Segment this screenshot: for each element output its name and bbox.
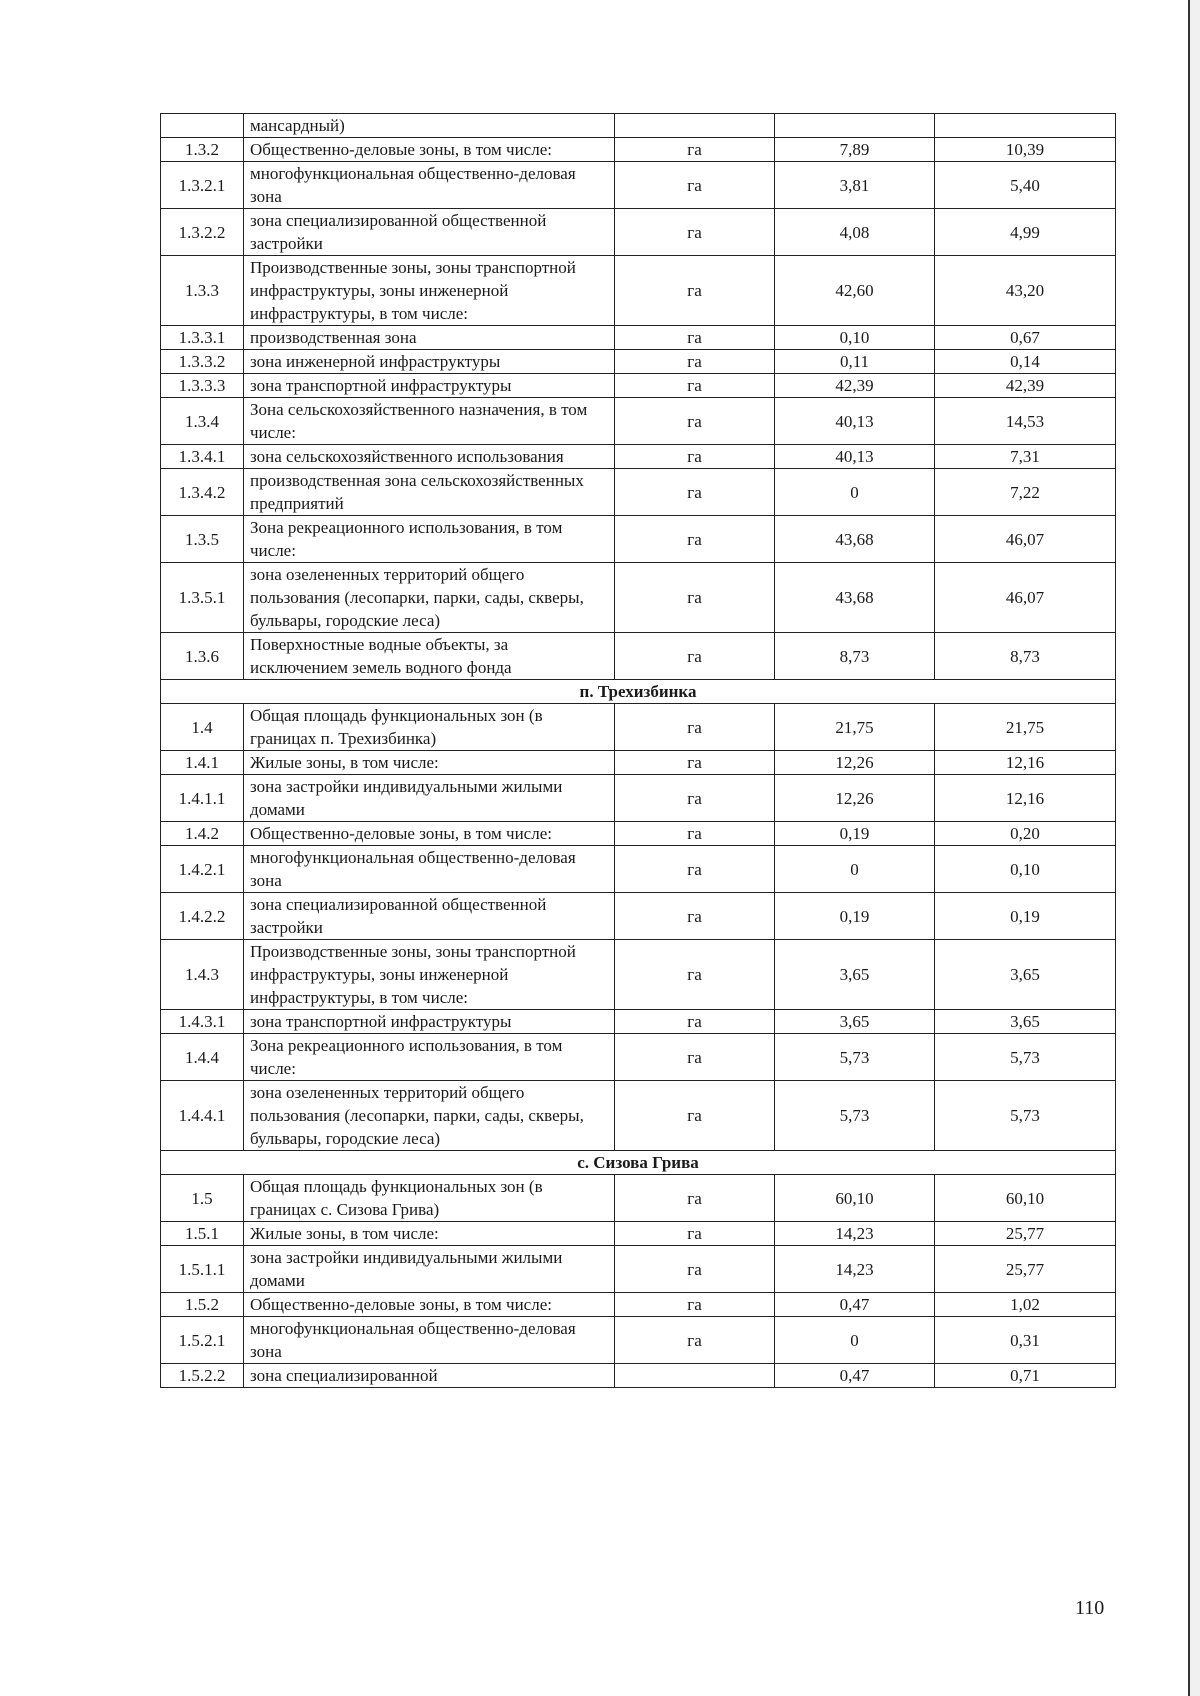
table-row [161, 398, 1116, 445]
unit-cell: га [615, 469, 775, 516]
unit-cell: га [615, 374, 775, 398]
value-cell-1: 0,19 [775, 893, 935, 940]
page-number: 110 [1075, 1597, 1105, 1619]
name-cell: Производственные зоны, зоны транспортной инфраструктуры, зоны инженерной инфраструктуры, в том числе: [244, 940, 615, 1010]
code-cell: 1.3.2.2 [161, 209, 244, 256]
code-cell: 1.3.2.1 [161, 162, 244, 209]
value-cell-1: 42,60 [775, 256, 935, 326]
table-row [161, 162, 1116, 209]
table-row [161, 374, 1116, 398]
code-cell: 1.3.5.1 [161, 563, 244, 633]
value-cell-2 [935, 114, 1116, 138]
code-cell: 1.3.4.2 [161, 469, 244, 516]
name-cell: зона озелененных территорий общего пользования (лесопарки, парки, сады, скверы, бульвары, городские леса) [244, 1081, 615, 1151]
code-cell: 1.3.3.3 [161, 374, 244, 398]
code-cell: 1.3.2 [161, 138, 244, 162]
value-cell-2: 0,67 [935, 326, 1116, 350]
unit-cell: га [615, 138, 775, 162]
table-row [161, 775, 1116, 822]
code-cell: 1.3.3.2 [161, 350, 244, 374]
value-cell-1: 12,26 [775, 775, 935, 822]
code-cell: 1.5.2.2 [161, 1364, 244, 1388]
table-row [161, 1317, 1116, 1364]
unit-cell: га [615, 350, 775, 374]
unit-cell: га [615, 162, 775, 209]
code-cell: 1.4.2.1 [161, 846, 244, 893]
unit-cell: га [615, 563, 775, 633]
table-row [161, 469, 1116, 516]
name-cell: зона специализированной общественной застройки [244, 209, 615, 256]
value-cell-2: 8,73 [935, 633, 1116, 680]
value-cell-1: 43,68 [775, 516, 935, 563]
value-cell-1: 0,47 [775, 1293, 935, 1317]
code-cell: 1.5.2.1 [161, 1317, 244, 1364]
table-row [161, 256, 1116, 326]
table-row [161, 751, 1116, 775]
value-cell-2: 0,71 [935, 1364, 1116, 1388]
table-row [161, 846, 1116, 893]
table-row [161, 114, 1116, 138]
code-cell: 1.3.4 [161, 398, 244, 445]
page-right-edge [1188, 0, 1200, 1696]
unit-cell: га [615, 751, 775, 775]
unit-cell: га [615, 516, 775, 563]
table-row [161, 893, 1116, 940]
table-row [161, 445, 1116, 469]
zones-table [160, 113, 1116, 1388]
value-cell-1: 7,89 [775, 138, 935, 162]
name-cell: многофункциональная общественно-деловая зона [244, 846, 615, 893]
value-cell-1: 14,23 [775, 1246, 935, 1293]
value-cell-2: 25,77 [935, 1246, 1116, 1293]
unit-cell: га [615, 940, 775, 1010]
code-cell: 1.3.6 [161, 633, 244, 680]
value-cell-1: 14,23 [775, 1222, 935, 1246]
value-cell-1: 0,47 [775, 1364, 935, 1388]
value-cell-2: 42,39 [935, 374, 1116, 398]
table-row [161, 1364, 1116, 1388]
value-cell-1: 5,73 [775, 1034, 935, 1081]
name-cell: Общая площадь функциональных зон (в границах п. Трехизбинка) [244, 704, 615, 751]
value-cell-1: 5,73 [775, 1081, 935, 1151]
name-cell: Жилые зоны, в том числе: [244, 751, 615, 775]
value-cell-1: 0 [775, 469, 935, 516]
code-cell: 1.5 [161, 1175, 244, 1222]
value-cell-1: 4,08 [775, 209, 935, 256]
value-cell-2: 0,31 [935, 1317, 1116, 1364]
value-cell-2: 5,73 [935, 1034, 1116, 1081]
table-row [161, 138, 1116, 162]
name-cell: зона специализированной [244, 1364, 615, 1388]
unit-cell: га [615, 209, 775, 256]
table-row [161, 633, 1116, 680]
value-cell-2: 3,65 [935, 940, 1116, 1010]
section-header-row [161, 1151, 1116, 1175]
value-cell-2: 12,16 [935, 775, 1116, 822]
name-cell: Общественно-деловые зоны, в том числе: [244, 138, 615, 162]
table-row [161, 1010, 1116, 1034]
value-cell-1 [775, 114, 935, 138]
unit-cell: га [615, 326, 775, 350]
value-cell-2: 7,22 [935, 469, 1116, 516]
name-cell: зона специализированной общественной застройки [244, 893, 615, 940]
name-cell: зона инженерной инфраструктуры [244, 350, 615, 374]
unit-cell: га [615, 445, 775, 469]
table-row [161, 940, 1116, 1010]
table-row [161, 1222, 1116, 1246]
value-cell-2: 5,40 [935, 162, 1116, 209]
code-cell: 1.3.5 [161, 516, 244, 563]
unit-cell: га [615, 1222, 775, 1246]
unit-cell: га [615, 1081, 775, 1151]
value-cell-1: 3,65 [775, 940, 935, 1010]
code-cell: 1.4.4 [161, 1034, 244, 1081]
zones-table-body [161, 114, 1116, 1388]
value-cell-2: 0,19 [935, 893, 1116, 940]
value-cell-1: 21,75 [775, 704, 935, 751]
value-cell-2: 4,99 [935, 209, 1116, 256]
value-cell-1: 60,10 [775, 1175, 935, 1222]
unit-cell: га [615, 846, 775, 893]
value-cell-2: 21,75 [935, 704, 1116, 751]
table-row [161, 704, 1116, 751]
code-cell [161, 114, 244, 138]
value-cell-2: 10,39 [935, 138, 1116, 162]
code-cell: 1.4.2.2 [161, 893, 244, 940]
name-cell: Общественно-деловые зоны, в том числе: [244, 822, 615, 846]
value-cell-1: 8,73 [775, 633, 935, 680]
value-cell-1: 40,13 [775, 445, 935, 469]
table-row [161, 326, 1116, 350]
table-row [161, 209, 1116, 256]
code-cell: 1.4 [161, 704, 244, 751]
section-header-row [161, 680, 1116, 704]
name-cell: производственная зона [244, 326, 615, 350]
name-cell: Общественно-деловые зоны, в том числе: [244, 1293, 615, 1317]
unit-cell: га [615, 822, 775, 846]
value-cell-2: 0,14 [935, 350, 1116, 374]
value-cell-2: 25,77 [935, 1222, 1116, 1246]
name-cell: Зона рекреационного использования, в том числе: [244, 1034, 615, 1081]
value-cell-1: 0,10 [775, 326, 935, 350]
value-cell-1: 0,19 [775, 822, 935, 846]
code-cell: 1.4.4.1 [161, 1081, 244, 1151]
unit-cell: га [615, 1034, 775, 1081]
value-cell-1: 0 [775, 846, 935, 893]
code-cell: 1.4.3.1 [161, 1010, 244, 1034]
section-title: с. Сизова Грива [161, 1151, 1116, 1175]
name-cell: Производственные зоны, зоны транспортной инфраструктуры, зоны инженерной инфраструктуры, в том числе: [244, 256, 615, 326]
unit-cell [615, 114, 775, 138]
unit-cell: га [615, 256, 775, 326]
table-row [161, 1293, 1116, 1317]
name-cell: мансардный) [244, 114, 615, 138]
section-title: п. Трехизбинка [161, 680, 1116, 704]
value-cell-1: 3,81 [775, 162, 935, 209]
value-cell-2: 0,10 [935, 846, 1116, 893]
unit-cell: га [615, 1293, 775, 1317]
value-cell-2: 5,73 [935, 1081, 1116, 1151]
name-cell: зона транспортной инфраструктуры [244, 374, 615, 398]
name-cell: Поверхностные водные объекты, за исключением земель водного фонда [244, 633, 615, 680]
name-cell: Общая площадь функциональных зон (в границах с. Сизова Грива) [244, 1175, 615, 1222]
name-cell: Зона сельскохозяйственного назначения, в том числе: [244, 398, 615, 445]
value-cell-1: 43,68 [775, 563, 935, 633]
value-cell-1: 0 [775, 1317, 935, 1364]
name-cell: Зона рекреационного использования, в том числе: [244, 516, 615, 563]
value-cell-1: 42,39 [775, 374, 935, 398]
table-row [161, 1175, 1116, 1222]
value-cell-1: 0,11 [775, 350, 935, 374]
table-row [161, 822, 1116, 846]
value-cell-1: 3,65 [775, 1010, 935, 1034]
table-row [161, 350, 1116, 374]
unit-cell: га [615, 1010, 775, 1034]
value-cell-2: 46,07 [935, 516, 1116, 563]
name-cell: производственная зона сельскохозяйственных предприятий [244, 469, 615, 516]
name-cell: многофункциональная общественно-деловая зона [244, 162, 615, 209]
value-cell-2: 12,16 [935, 751, 1116, 775]
unit-cell: га [615, 775, 775, 822]
table-row [161, 516, 1116, 563]
code-cell: 1.4.3 [161, 940, 244, 1010]
code-cell: 1.3.3.1 [161, 326, 244, 350]
unit-cell: га [615, 1175, 775, 1222]
unit-cell [615, 1364, 775, 1388]
value-cell-2: 0,20 [935, 822, 1116, 846]
unit-cell: га [615, 704, 775, 751]
value-cell-2: 1,02 [935, 1293, 1116, 1317]
value-cell-1: 40,13 [775, 398, 935, 445]
code-cell: 1.3.3 [161, 256, 244, 326]
name-cell: зона озелененных территорий общего пользования (лесопарки, парки, сады, скверы, бульвары, городские леса) [244, 563, 615, 633]
code-cell: 1.4.1.1 [161, 775, 244, 822]
value-cell-2: 3,65 [935, 1010, 1116, 1034]
name-cell: зона сельскохозяйственного использования [244, 445, 615, 469]
table-row [161, 1246, 1116, 1293]
code-cell: 1.5.1.1 [161, 1246, 244, 1293]
value-cell-2: 14,53 [935, 398, 1116, 445]
name-cell: многофункциональная общественно-деловая зона [244, 1317, 615, 1364]
table-row [161, 1034, 1116, 1081]
code-cell: 1.4.1 [161, 751, 244, 775]
value-cell-2: 60,10 [935, 1175, 1116, 1222]
code-cell: 1.5.2 [161, 1293, 244, 1317]
code-cell: 1.5.1 [161, 1222, 244, 1246]
name-cell: Жилые зоны, в том числе: [244, 1222, 615, 1246]
name-cell: зона застройки индивидуальными жилыми домами [244, 1246, 615, 1293]
name-cell: зона застройки индивидуальными жилыми домами [244, 775, 615, 822]
value-cell-2: 7,31 [935, 445, 1116, 469]
table-row [161, 1081, 1116, 1151]
unit-cell: га [615, 633, 775, 680]
code-cell: 1.4.2 [161, 822, 244, 846]
code-cell: 1.3.4.1 [161, 445, 244, 469]
value-cell-2: 43,20 [935, 256, 1116, 326]
name-cell: зона транспортной инфраструктуры [244, 1010, 615, 1034]
table-row [161, 563, 1116, 633]
unit-cell: га [615, 1317, 775, 1364]
value-cell-1: 12,26 [775, 751, 935, 775]
unit-cell: га [615, 1246, 775, 1293]
unit-cell: га [615, 893, 775, 940]
unit-cell: га [615, 398, 775, 445]
value-cell-2: 46,07 [935, 563, 1116, 633]
